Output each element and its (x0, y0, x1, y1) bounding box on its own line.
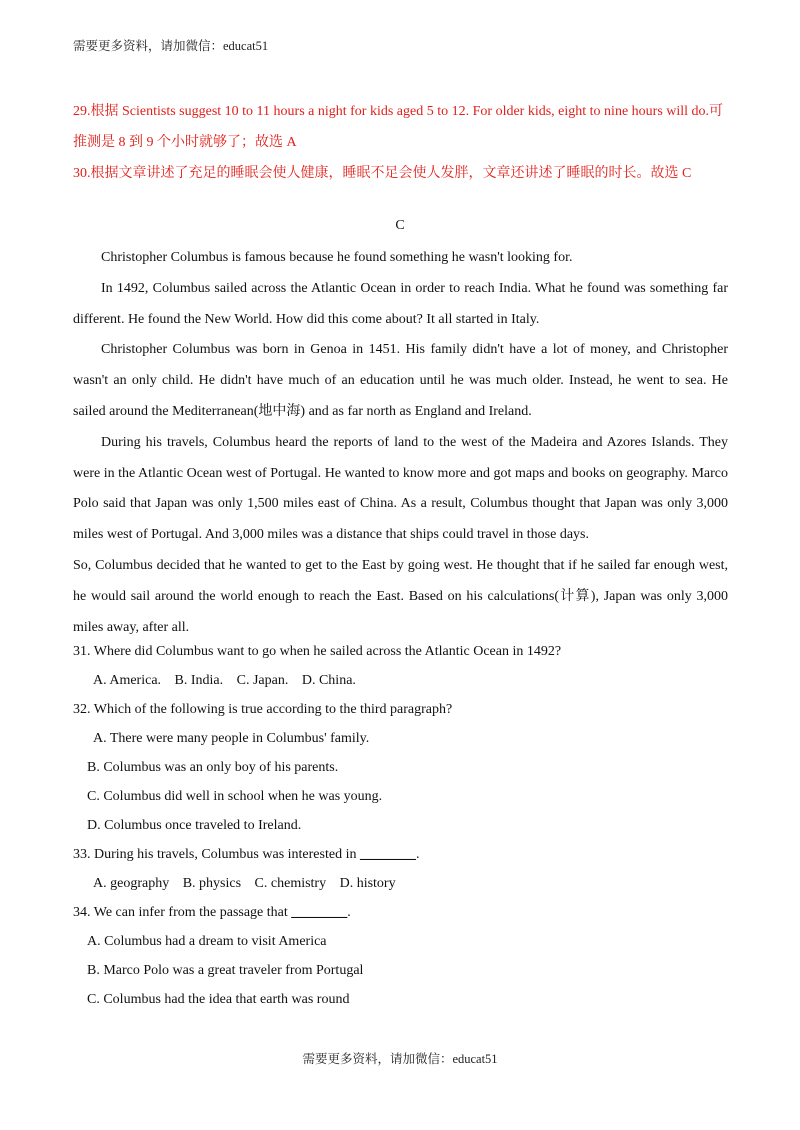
question-32-stem: 32. Which of the following is true according to the third paragraph? (73, 702, 453, 717)
page-header: 需要更多资料，请加微信：educat51 (73, 39, 269, 53)
answer-explanations (73, 96, 733, 189)
question-34-stem (73, 898, 728, 927)
passage-paragraph-3: Christopher Columbus was born in Genoa in 1451. His family didn't have a lot of money, and Christopher wasn't an only child. He didn't have much of an education until he was much older. Instead, he went to sea. He sailed around the Mediterranean(地中海) and as far north as England and Ireland. (73, 342, 728, 419)
option-d: D. history (339, 876, 396, 891)
option-a: A. America. (93, 673, 162, 688)
option-b: B. physics (182, 876, 242, 891)
passage-paragraph-1: Christopher Columbus is famous because he found something he wasn't looking for. (101, 250, 573, 265)
passage-paragraph-2: In 1492, Columbus sailed across the Atlantic Ocean in order to reach India. What he found was something far different. He found the New World. How did this come about? It all started in Italy. (73, 280, 728, 327)
question-33-stem-text: 33. During his travels, Columbus was interested in (73, 847, 360, 862)
passage-paragraph-5: So, Columbus decided that he wanted to get to the East by going west. He thought that if he sailed far enough west, he would sail around the world enough to reach the East. Based on his calculations(计算), Japan was only 3,000 miles away, after all. (73, 557, 728, 635)
question-34-option-b: B. Marco Polo was a great traveler from Portugal (87, 963, 364, 978)
option-c: C. chemistry (254, 876, 327, 891)
question-33-options (73, 869, 728, 898)
answer-blank: ________ (291, 905, 348, 920)
question-list (73, 637, 728, 1014)
option-a: A. geography (93, 876, 170, 891)
passage-paragraph-4: During his travels, Columbus heard the reports of land to the west of the Madeira and Azores Islands. They were in the Atlantic Ocean west of Portugal. He wanted to know more and got maps and books on geography. Marco Polo said that Japan was only 1,500 miles east of China. As a result, Columbus thought that Japan was only 3,000 miles west of Portugal. And 3,000 miles was a distance that ships could travel in those days. (73, 434, 728, 543)
question-33-stem (73, 840, 728, 869)
question-32-option-c: C. Columbus did well in school when he was young. (87, 789, 383, 804)
question-32-option-d: D. Columbus once traveled to Ireland. (87, 818, 302, 833)
question-33-stem-end: . (415, 847, 420, 862)
question-31-stem: 31. Where did Columbus want to go when he sailed across the Atlantic Ocean in 1492? (73, 644, 562, 659)
answer-29-line-1: 29.根据 Scientists suggest 10 to 11 hours a night for kids aged 5 to 12. For older kids, eight to nine hours will do.可 (73, 104, 724, 119)
option-d: D. China. (301, 673, 356, 688)
question-34-option-c: C. Columbus had the idea that earth was round (87, 992, 350, 1007)
question-31-options (73, 666, 728, 695)
question-34-option-a: A. Columbus had a dream to visit America (87, 934, 327, 949)
option-b: B. India. (174, 673, 224, 688)
page-footer: 需要更多资料，请加微信：educat51 (302, 1052, 498, 1066)
question-34-stem-text: 34. We can infer from the passage that (73, 905, 292, 920)
section-letter: C (395, 218, 405, 233)
reading-passage (73, 243, 728, 643)
answer-30: 30.根据文章讲述了充足的睡眠会使人健康，睡眠不足会使人发胖，文章还讲述了睡眠的时长。故选 C (73, 166, 692, 181)
option-c: C. Japan. (236, 673, 289, 688)
question-34-stem-end: . (347, 905, 351, 920)
answer-blank: ________ (359, 847, 416, 862)
answer-29-line-2: 推测是 8 到 9 个小时就够了；故选 A (73, 135, 297, 150)
question-32-option-b: B. Columbus was an only boy of his parents. (87, 760, 339, 775)
question-32-option-a: A. There were many people in Columbus' family. (93, 731, 370, 746)
